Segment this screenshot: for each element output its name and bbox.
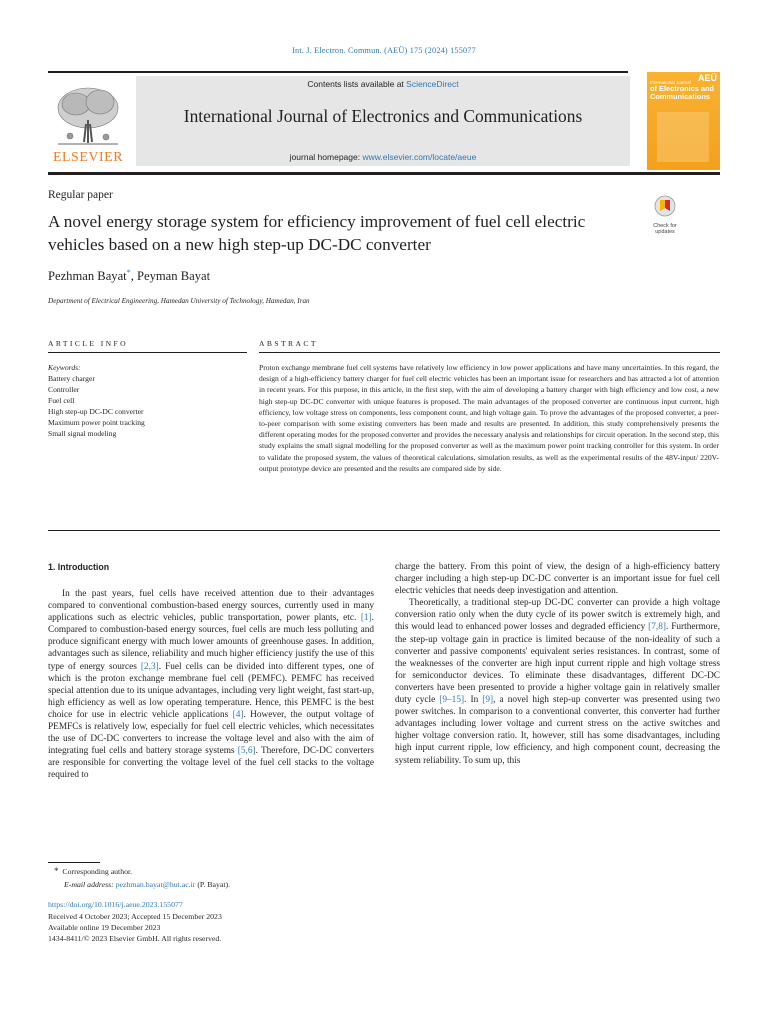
body-column-right — [395, 561, 720, 767]
copyright: 1434-8411/© 2023 Elsevier GmbH. All rights reserved. — [48, 934, 222, 943]
citation-link[interactable]: [9] — [482, 695, 494, 706]
keywords-block — [48, 362, 145, 439]
citation-link[interactable]: [9–15] — [439, 695, 465, 706]
paragraph: In the past years, fuel cells have received attention due to their advantages compared to conventional combustion-based energy sources, currently used in many applications such as electric vehicles, public transportation, power plants, etc. [1]. Compared to combustion-based energy sources, fuel cells are much less polluting and produce significant energy with much lower amounts of greenhouse gases. In addition, advantages such as silence, reliability and much higher efficiency justify the use of this type of energy sources [2,3]. Fuel cells can be divided into different types, one of which is the proton exchange membrane fuel cell (PEMFC). PEMFC has received special attention due to its unique advantages, including very light weight, fast start-up, high efficiency as well as low operating temperature. Hence, this PEMFC is the best choice for use in electric vehicle applications [4]. However, the output voltage of PEMFCs is relatively low, especially for fuel cell electric vehicles, which necessitates the use of DC-DC converters to increase the voltage level and also with the aim of integrating fuel cells and battery storage systems [5,6]. Therefore, DC-DC converters are responsible for converting the voltage level of the fuel cell stacks to the voltage required to — [48, 589, 375, 781]
elsevier-wordmark: ELSEVIER — [52, 150, 124, 165]
abstract-heading: ABSTRACT — [259, 339, 318, 348]
keyword-item: Battery charger — [48, 374, 95, 383]
abstract-rule — [259, 352, 720, 353]
corresponding-footnote: * Corresponding author. — [54, 866, 133, 876]
author-name[interactable]: Pezhman Bayat — [48, 269, 127, 284]
cover-line3: Communications — [650, 92, 710, 101]
check-updates-line2: updates — [655, 229, 675, 235]
author-name[interactable]: , Peyman Bayat — [130, 269, 211, 284]
available-online: Available online 19 December 2023 — [48, 923, 161, 932]
email-footnote: E-mail address: pezhman.bayat@hut.ac.ir (P. Bayat). — [64, 880, 231, 889]
citation-link[interactable]: [7,8] — [648, 622, 666, 633]
check-updates-line1: Check for — [653, 223, 677, 229]
abstract-bottom-rule — [48, 530, 720, 531]
abstract-text: Proton exchange membrane fuel cell systems have relatively low efficiency in low power applications and have many uncertainties. In this regard, the design of a high-efficiency battery charger for fuel cell electric vehicles has been an important issue for researchers and has attracted a lot of attention in recent years. For this purpose, in this article, in the first step, with the aim of developing a battery charger with high efficiency and low cost, a new high step-up DC-DC converter with unique features is proposed. The main advantages of the proposed converter are continuous input current, high efficiency, low voltage stress on components, less component count, and high voltage gain. To prove the advantages of the proposed converter, a peer-to-peer comparison with some existing converters has been made and results are presented. In addition, this study comprehensively presents the different operating modes for the proposed converter and provides the necessary analysis and relationships for circuit operation. In the second step, this study explains the small signal modelling for the proposed converter as well as the maximum power point tracking controller for this system. In order to validate the proposed system, the values of theoretical calculations, simulation results, as well as the experimental results of the 48V-input/ 220V-output prototype device are presented and the results are compared side by side. — [259, 363, 719, 473]
received-dates: Received 4 October 2023; Accepted 15 December 2023 — [48, 912, 222, 921]
citation-link[interactable]: [1] — [360, 613, 372, 624]
keyword-item: High step-up DC-DC converter — [48, 407, 144, 416]
paragraph: Theoretically, a traditional step-up DC-DC converter can provide a high voltage conversion ratio only when the duty cycle of its power switch is extremely high, and this would lead to enhanced power losses and degraded efficiency [7,8]. Furthermore, the step-up voltage gain in practice is limited because of the non-ideality of such a converter and passive components' equivalent series resistances. In contrast, some of the weaknesses of the converter are high input current ripple and high voltage stress for semiconductor devices. To eliminate these disadvantages, different DC-DC converters have been presented to provide a higher voltage gain in relatively smaller duty cycle [9–15]. In [9], a novel high step-up converter was presented using two power switches. In comparison to a conventional converter, this converter had further advantages including lower voltage and current stress on the active switches and higher voltage conversion ratio. It, however, still has some disadvantages, including high input current ripple, low efficiency, and high component count, decreasing the system reliability. To sum up, this — [395, 598, 720, 766]
check-updates-icon — [647, 194, 683, 218]
footnote-rule — [48, 862, 100, 863]
sciencedirect-link[interactable]: ScienceDirect — [406, 79, 459, 89]
keyword-item: Maximum power point tracking — [48, 418, 145, 427]
body-column-left — [48, 588, 374, 782]
journal-cover-thumbnail[interactable] — [647, 72, 720, 170]
journal-reference-link[interactable]: Int. J. Electron. Commun. (AEÜ) 175 (2024) 155077 — [292, 46, 476, 55]
contents-available-line — [136, 79, 630, 89]
email-link[interactable]: pezhman.bayat@hut.ac.ir — [115, 880, 196, 889]
cover-line2: of Electronics and — [650, 84, 715, 93]
header-bottom-rule — [48, 172, 720, 175]
cover-artwork — [657, 112, 709, 162]
doi-link[interactable]: https://doi.org/10.1016/j.aeue.2023.155077 — [48, 900, 183, 909]
paragraph: charge the battery. From this point of view, the design of a high-efficiency battery charger including a high step-up DC-DC converter is an important issue for fuel cell electric vehicles that needs deep investigation and attention. — [395, 562, 720, 597]
citation-link[interactable]: [5,6] — [237, 746, 256, 757]
journal-homepage-line — [136, 152, 630, 162]
homepage-prefix: journal homepage: — [289, 152, 363, 162]
corresponding-author-marker[interactable]: * — [126, 268, 131, 277]
keywords-label: Keywords: — [48, 363, 81, 372]
article-type: Regular paper — [48, 189, 113, 201]
cover-brand: AEÜ — [697, 73, 717, 83]
elsevier-logo — [48, 80, 128, 166]
citation-link[interactable]: [4] — [232, 709, 244, 720]
keyword-item: Controller — [48, 385, 80, 394]
article-info-heading: ARTICLE INFO — [48, 339, 129, 348]
affiliation: Department of Electrical Engineering, Hamedan University of Technology, Hamedan, Iran — [48, 297, 310, 305]
author-list — [48, 268, 210, 284]
cover-line1: International Journal — [650, 80, 691, 85]
keyword-item: Fuel cell — [48, 396, 75, 405]
journal-title: International Journal of Electronics and Communications — [183, 106, 583, 126]
header-top-rule — [48, 71, 628, 73]
keyword-item: Small signal modeling — [48, 429, 117, 438]
journal-homepage-link[interactable]: www.elsevier.com/locate/aeue — [362, 152, 477, 162]
introduction-heading: 1. Introduction — [48, 562, 110, 572]
citation-link[interactable]: [2,3] — [140, 661, 159, 672]
article-info-rule — [48, 352, 247, 353]
contents-prefix: Contents lists available at — [307, 79, 407, 89]
article-title: A novel energy storage system for efficiency improvement of fuel cell electric vehicles based on a new high step-up DC-DC converter — [48, 212, 586, 254]
check-for-updates-badge[interactable] — [647, 194, 683, 235]
